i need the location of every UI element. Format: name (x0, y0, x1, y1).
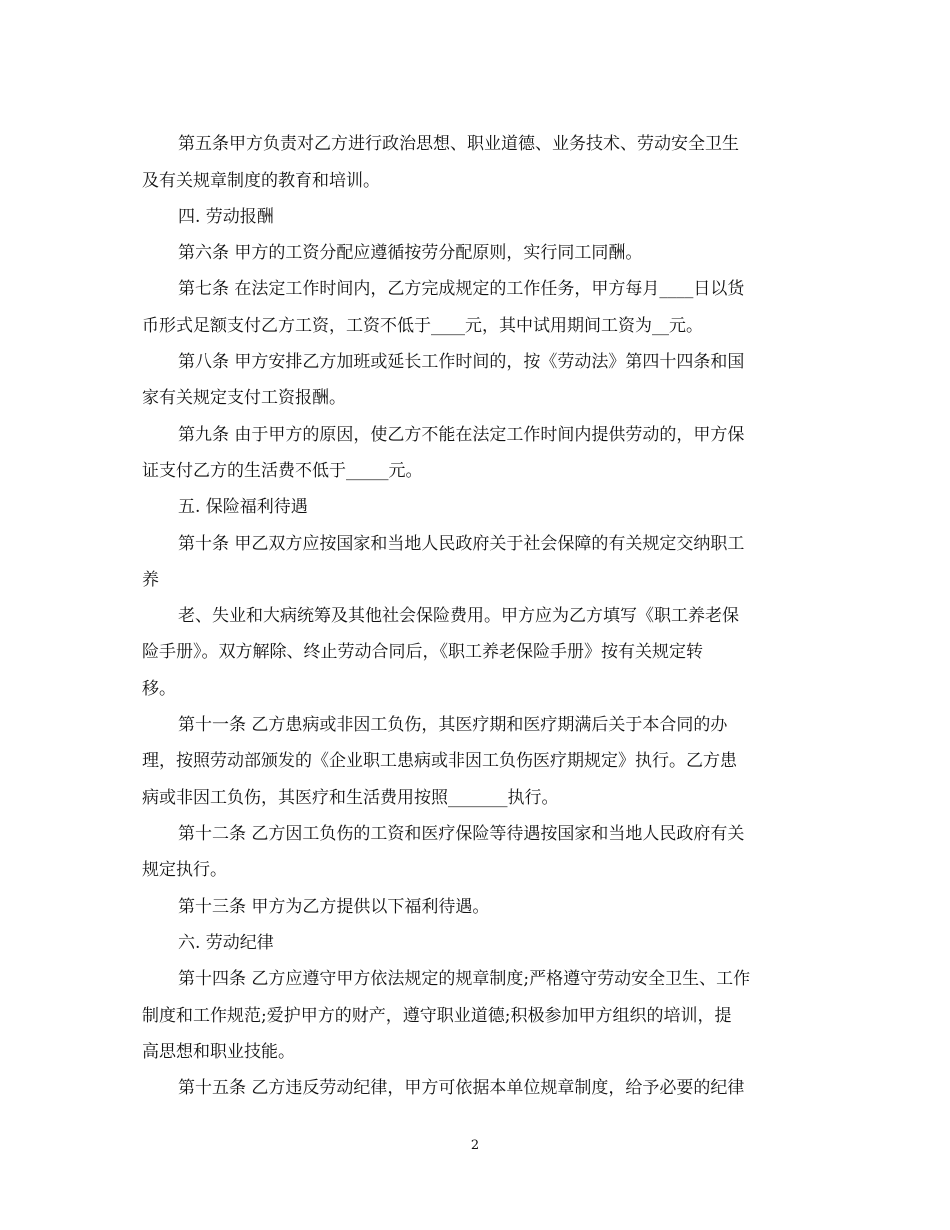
text-line: 规定执行。 (142, 860, 227, 880)
text-line: 及有关规章制度的教育和培训。 (142, 171, 380, 191)
text-line: 第十三条 甲方为乙方提供以下福利待遇。 (178, 897, 490, 917)
text-line: 币形式足额支付乙方工资，工资不低于____元，其中试用期间工资为__元。 (142, 316, 703, 336)
text-line: 家有关规定支付工资报酬。 (142, 388, 346, 408)
text-line: 第五条甲方负责对乙方进行政治思想、职业道德、业务技术、劳动安全卫生 (178, 134, 739, 154)
text-line: 第十一条 乙方患病或非因工负伤，其医疗期和医疗期满后关于本合同的办 (178, 715, 728, 735)
text-line: 理，按照劳动部颁发的《企业职工患病或非因工负伤医疗期规定》执行。乙方患 (142, 751, 737, 771)
text-line: 第十二条 乙方因工负伤的工资和医疗保险等待遇按国家和当地人民政府有关 (178, 824, 745, 844)
text-line: 证支付乙方的生活费不低于_____元。 (142, 461, 423, 481)
text-line: 第十条 甲乙双方应按国家和当地人民政府关于社会保障的有关规定交纳职工 (178, 534, 745, 554)
section-heading: 五. 保险福利待遇 (178, 497, 308, 517)
text-line: 第六条 甲方的工资分配应遵循按劳分配原则，实行同工同酬。 (178, 243, 643, 263)
section-heading: 四. 劳动报酬 (178, 207, 274, 227)
section-heading: 六. 劳动纪律 (178, 933, 274, 953)
text-line: 险手册》。双方解除、终止劳动合同后，《职工养老保险手册》按有关规定转 (142, 642, 703, 662)
text-line: 移。 (142, 679, 176, 699)
text-line: 第八条 甲方安排乙方加班或延长工作时间的，按《劳动法》第四十四条和国 (178, 352, 745, 372)
text-line: 第七条 在法定工作时间内，乙方完成规定的工作任务，甲方每月____日以货 (178, 279, 745, 299)
text-line: 病或非因工负伤，其医疗和生活费用按照_______执行。 (142, 788, 559, 808)
text-line: 第十五条 乙方违反劳动纪律，甲方可依据本单位规章制度，给予必要的纪律 (178, 1078, 745, 1098)
text-line: 高思想和职业技能。 (142, 1042, 295, 1062)
page-number: 2 (470, 1138, 480, 1153)
text-line: 第十四条 乙方应遵守甲方依法规定的规章制度;严格遵守劳动安全卫生、工作 (178, 969, 751, 989)
text-line: 第九条 由于甲方的原因，使乙方不能在法定工作时间内提供劳动的，甲方保 (178, 425, 745, 445)
text-line: 制度和工作规范;爱护甲方的财产，遵守职业道德;积极参加甲方组织的培训，提 (142, 1006, 732, 1026)
text-line: 老、失业和大病统筹及其他社会保险费用。甲方应为乙方填写《职工养老保 (178, 606, 739, 626)
text-line: 养 (142, 570, 159, 590)
